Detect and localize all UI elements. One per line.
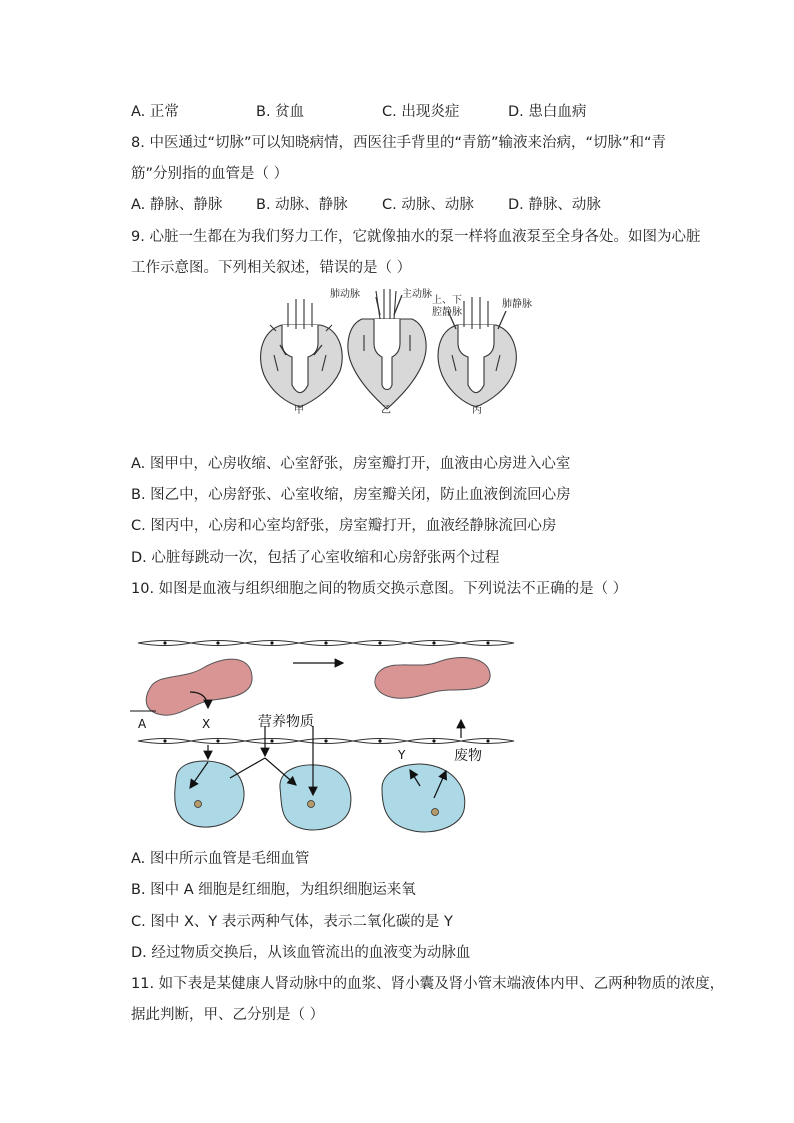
heart-cycle-figure — [252, 285, 542, 415]
q7-option-b: B. 贫血 — [256, 104, 305, 120]
q7-option-a: A. 正常 — [131, 104, 179, 120]
tissue-cell-1-nucleus — [195, 801, 202, 808]
red-blood-cell-b — [375, 658, 490, 699]
q9-stem-line2: 工作示意图。下列相关叙述，错误的是（ ） — [131, 260, 412, 276]
tissue-cell-2 — [280, 765, 351, 830]
q11-stem-line1: 11. 如下表是某健康人肾动脉中的血浆、肾小囊及肾小管末端液体内甲、乙两种物质的浓度， — [131, 976, 725, 992]
q9-stem-line1: 9. 心脏一生都在为我们努力工作，它就像抽水的泵一样将血液泵至全身各处。如图为心脏 — [131, 229, 701, 245]
label-x: X — [202, 717, 211, 731]
caption-bing: 丙 — [472, 405, 482, 415]
q10-option-a: A. 图中所示血管是毛细血管 — [131, 851, 310, 867]
q10-option-d: D. 经过物质交换后，从该血管流出的血液变为动脉血 — [131, 945, 471, 961]
q7-option-c: C. 出现炎症 — [382, 104, 460, 120]
red-blood-cell-a — [146, 659, 252, 715]
q10-option-b: B. 图中 A 细胞是红细胞，为组织细胞运来氧 — [131, 882, 416, 898]
q8-option-c: C. 动脉、动脉 — [382, 197, 474, 213]
q10-stem-line1: 10. 如图是血液与组织细胞之间的物质交换示意图。下列说法不正确的是（ ） — [131, 581, 628, 597]
q8-option-b: B. 动脉、静脉 — [256, 197, 348, 213]
q8-stem-line2: 筋”分别指的血管是（ ） — [131, 166, 289, 182]
label-vena-cava-line1: 上、下 — [432, 295, 462, 306]
label-pulmonary-artery: 肺动脉 — [330, 289, 360, 300]
tissue-cell-3-nucleus — [432, 809, 439, 816]
capillary-exchange-figure — [128, 628, 528, 843]
label-pulmonary-vein: 肺静脉 — [502, 299, 532, 310]
q9-option-b: B. 图乙中，心房舒张、心室收缩，房室瓣关闭，防止血液倒流回心房 — [131, 487, 571, 503]
heart-jia-diagram — [261, 299, 343, 407]
q11-stem-line2: 据此判断，甲、乙分别是（ ） — [131, 1007, 325, 1023]
tissue-cell-2-nucleus — [308, 801, 315, 808]
label-aorta: 主动脉 — [402, 289, 432, 300]
tissue-cell-3 — [382, 764, 465, 832]
q9-option-a: A. 图甲中，心房收缩、心室舒张，房室瓣打开，血液由心房进入心室 — [131, 456, 571, 472]
q8-stem-line1: 8. 中医通过“切脉”可以知晓病情，西医往手背里的“青筋”输液来治病，“切脉”和“青 — [131, 135, 667, 151]
label-y: Y — [398, 748, 406, 762]
label-vena-cava-line2: 腔静脉 — [432, 307, 462, 318]
heart-yi-diagram — [348, 289, 426, 409]
caption-yi: 乙 — [381, 405, 391, 415]
tissue-cell-1 — [175, 761, 244, 827]
q9-option-c: C. 图丙中，心房和心室均舒张，房室瓣打开，血液经静脉流回心房 — [131, 518, 557, 534]
label-nutrients: 营养物质 — [258, 714, 314, 730]
label-waste: 废物 — [454, 748, 482, 764]
q8-option-a: A. 静脉、静脉 — [131, 197, 223, 213]
q7-option-d: D. 患白血病 — [508, 104, 587, 120]
q10-option-c: C. 图中 X、Y 表示两种气体，表示二氧化碳的是 Y — [131, 914, 453, 930]
caption-jia: 甲 — [294, 405, 304, 415]
label-a: A — [138, 717, 147, 731]
q8-option-d: D. 静脉、动脉 — [508, 197, 601, 213]
q9-option-d: D. 心脏每跳动一次，包括了心室收缩和心房舒张两个过程 — [131, 550, 500, 566]
